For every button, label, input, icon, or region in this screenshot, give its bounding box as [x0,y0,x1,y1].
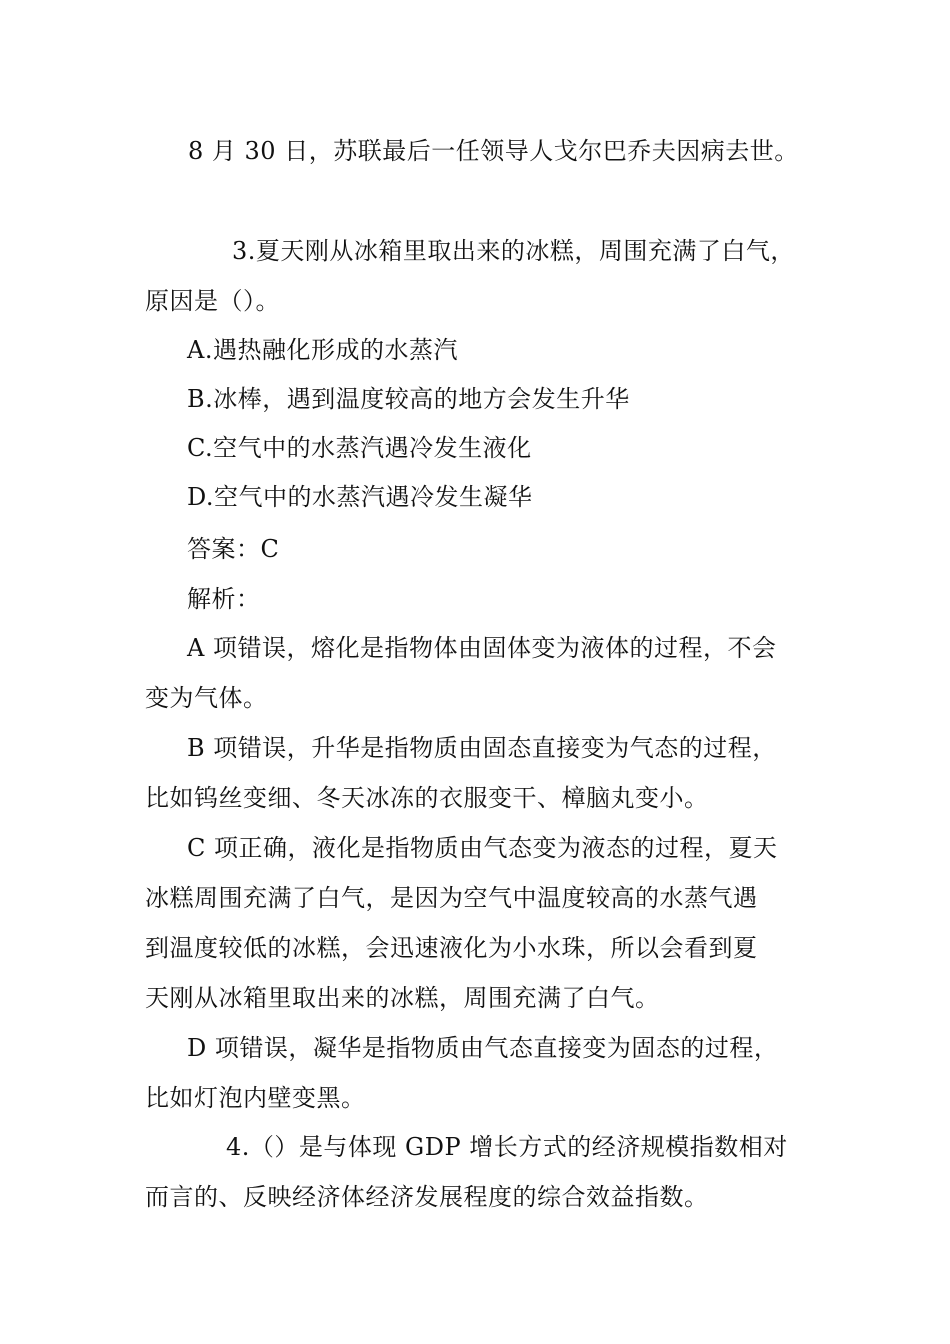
intro-paragraph: 8 月 30 日，苏联最后一任领导人戈尔巴乔夫因病去世。 [188,137,799,165]
analysis-option-c-continued: 冰糕周围充满了白气，是因为空气中温度较高的水蒸气遇 [145,884,758,912]
analysis-option-b-continued: 比如钨丝变细、冬天冰冻的衣服变干、樟脑丸变小。 [145,784,709,812]
question-3-analysis-label: 解析： [187,585,261,613]
question-3-stem-continued: 原因是（）。 [145,287,280,315]
question-4-stem-continued: 而言的、反映经济体经济发展程度的综合效益指数。 [145,1183,709,1211]
question-3-answer: 答案：C [187,535,280,563]
analysis-option-d: D 项错误，凝华是指物质由气态直接变为固态的过程， [187,1034,779,1062]
question-4-stem: 4.（）是与体现 GDP 增长方式的经济规模指数相对 [226,1133,788,1161]
question-3-option-c: C.空气中的水蒸汽遇冷发生液化 [187,434,532,462]
analysis-option-c: C 项正确，液化是指物质由气态变为液态的过程，夏天 [187,834,778,862]
analysis-option-d-continued: 比如灯泡内壁变黑。 [145,1084,366,1112]
analysis-option-c-continued: 到温度较低的冰糕，会迅速液化为小水珠，所以会看到夏 [145,934,758,962]
analysis-option-b: B 项错误，升华是指物质由固态直接变为气态的过程， [187,734,777,762]
question-3-option-a: A.遇热融化形成的水蒸汽 [187,336,458,364]
analysis-option-c-continued: 天刚从冰箱里取出来的冰糕，周围充满了白气。 [145,984,660,1012]
question-3-option-b: B.冰棒，遇到温度较高的地方会发生升华 [187,385,630,413]
analysis-option-a: A 项错误，熔化是指物体由固体变为液体的过程，不会 [187,634,777,662]
question-3-option-d: D.空气中的水蒸汽遇冷发生凝华 [187,483,533,511]
question-3-stem: 3.夏天刚从冰箱里取出来的冰糕，周围充满了白气， [232,237,795,265]
analysis-option-a-continued: 变为气体。 [145,684,268,712]
